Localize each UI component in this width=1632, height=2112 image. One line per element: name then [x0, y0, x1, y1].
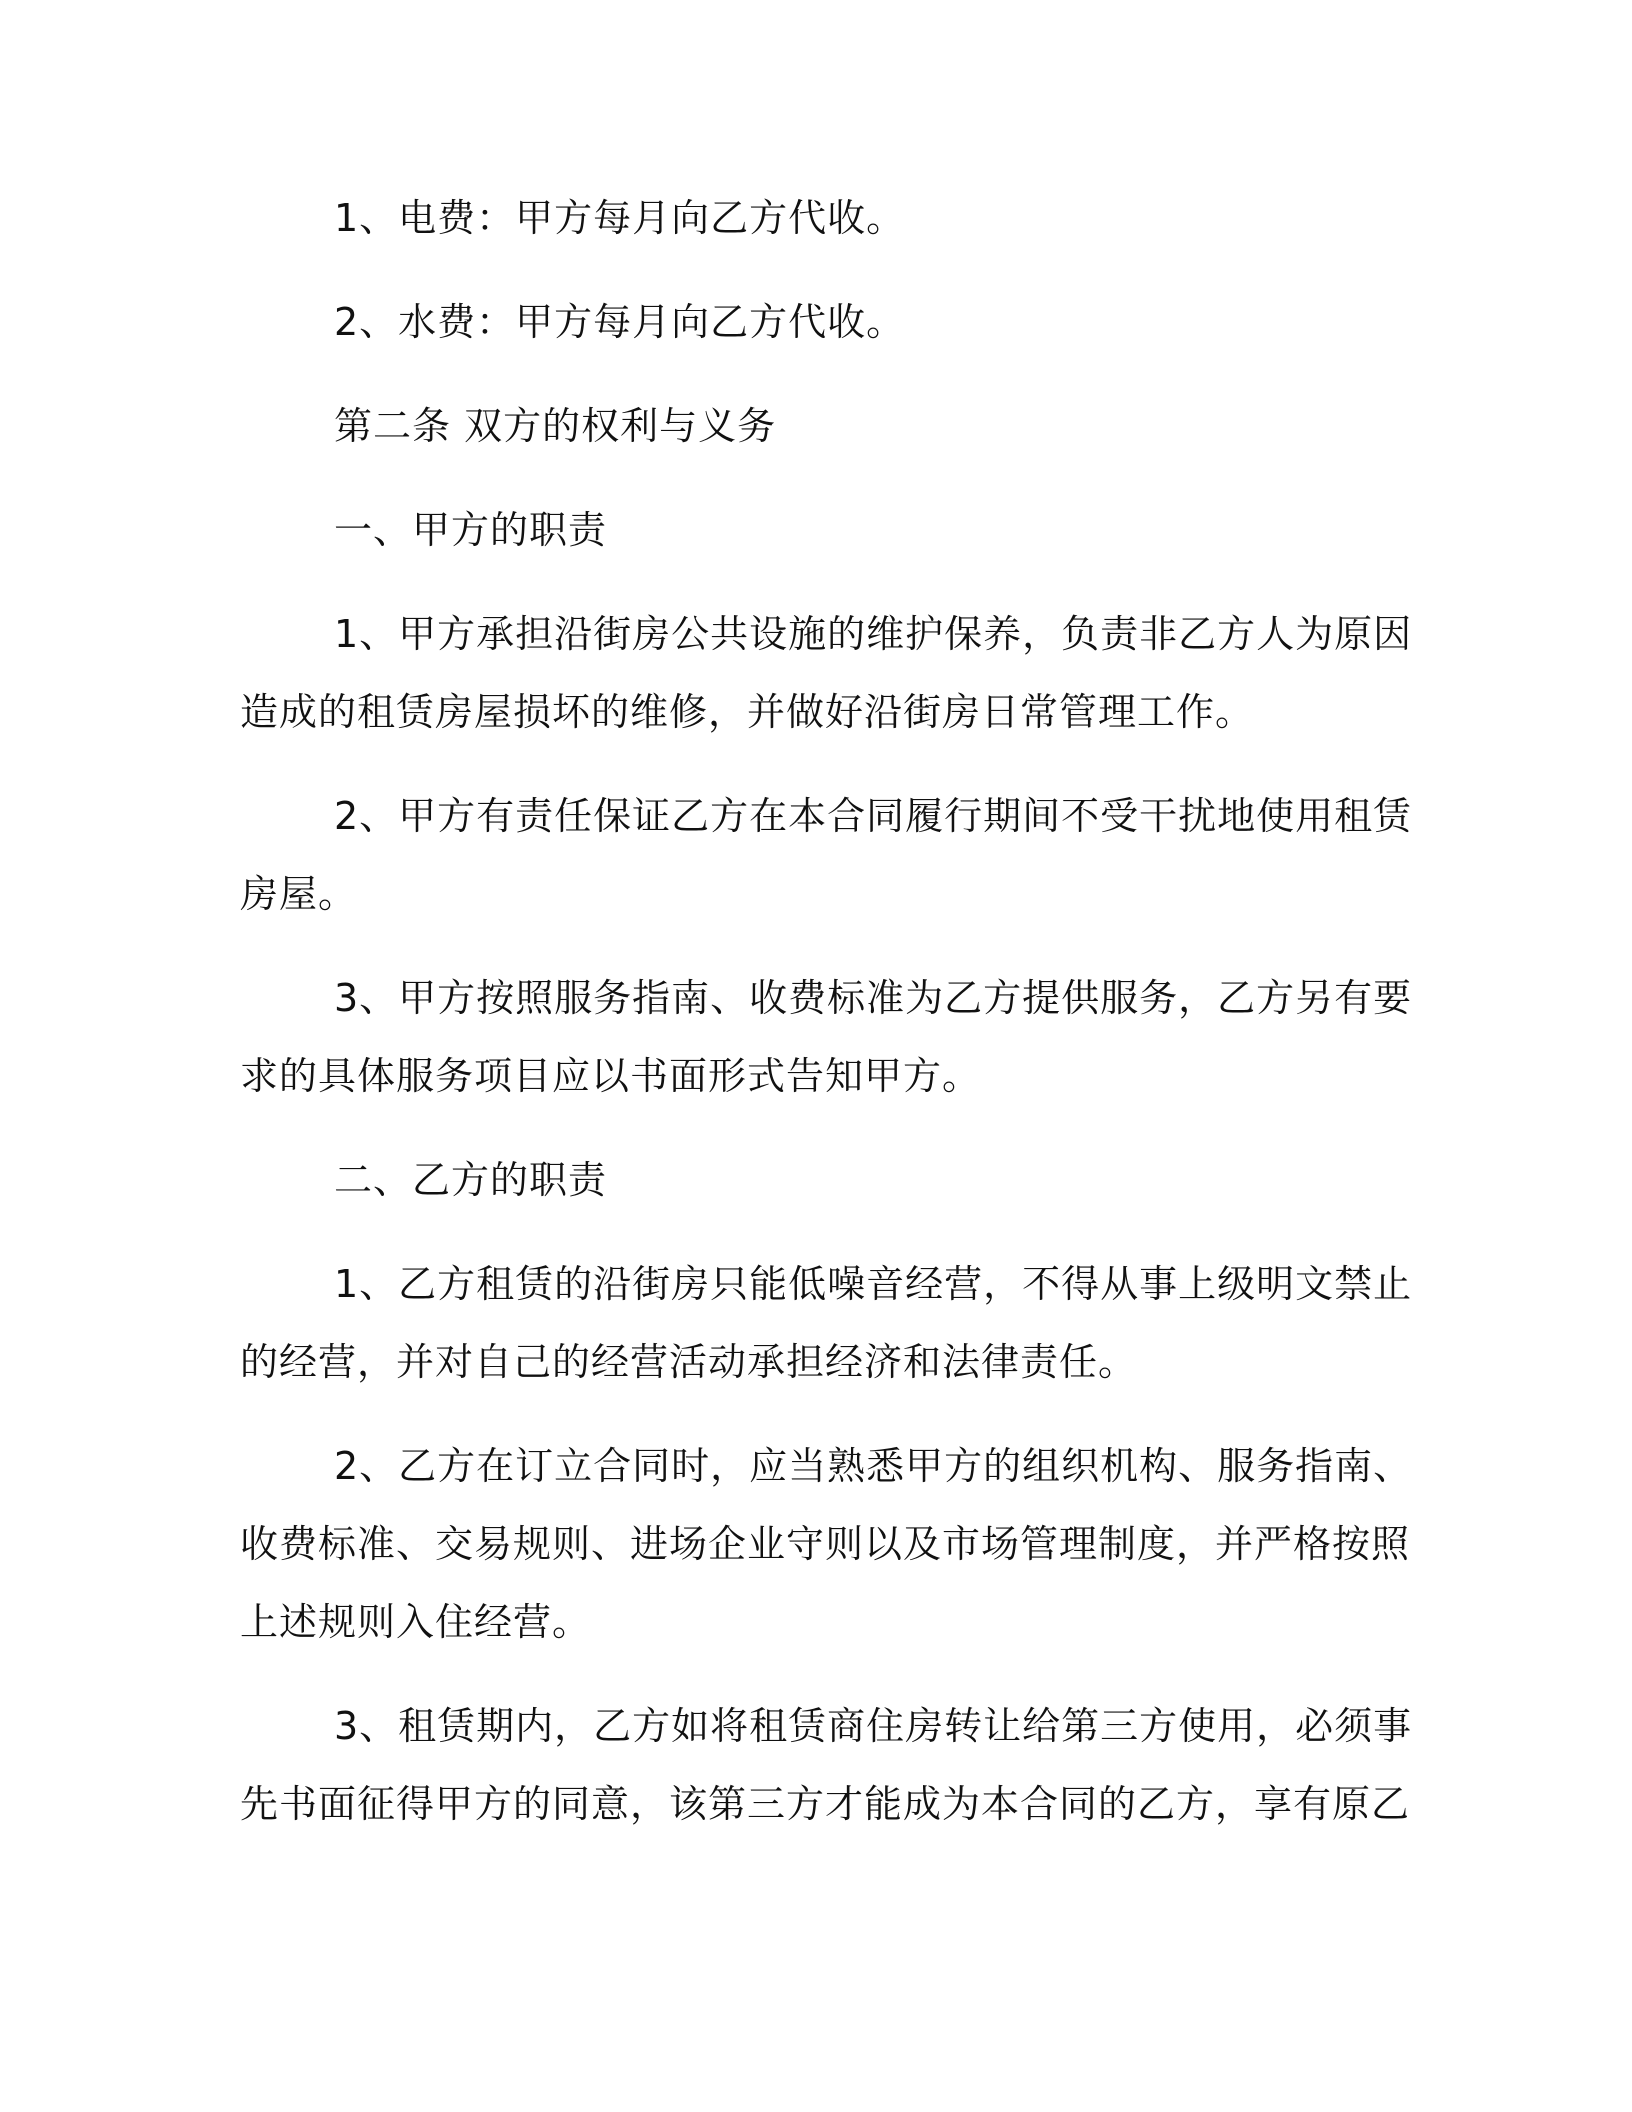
- party-b-duty-2-line-1: 2、乙方在订立合同时，应当熟悉甲方的组织机构、服务指南、: [334, 1444, 1413, 1488]
- party-b-duty-1-line-1: 1、乙方租赁的沿街房只能低噪音经营，不得从事上级明文禁止: [334, 1262, 1413, 1306]
- party-b-duty-2-line-3: 上述规则入住经营。: [240, 1600, 592, 1644]
- party-a-duty-2-line-1: 2、甲方有责任保证乙方在本合同履行期间不受干扰地使用租赁: [334, 794, 1413, 838]
- paragraph-water-fee: 2、水费：甲方每月向乙方代收。: [334, 300, 906, 344]
- party-a-duty-2-line-2: 房屋。: [240, 872, 358, 916]
- party-b-duties-heading: 二、乙方的职责: [334, 1158, 608, 1202]
- party-a-duty-3-line-2: 求的具体服务项目应以书面形式告知甲方。: [240, 1054, 982, 1098]
- party-a-duty-1-line-2: 造成的租赁房屋损坏的维修，并做好沿街房日常管理工作。: [240, 690, 1255, 734]
- party-b-duty-1-line-2: 的经营，并对自己的经营活动承担经济和法律责任。: [240, 1340, 1138, 1384]
- party-b-duty-3-line-2: 先书面征得甲方的同意，该第三方才能成为本合同的乙方，享有原乙: [240, 1782, 1411, 1826]
- paragraph-electricity-fee: 1、电费：甲方每月向乙方代收。: [334, 196, 906, 240]
- party-a-duties-heading: 一、甲方的职责: [334, 508, 608, 552]
- party-b-duty-2-line-2: 收费标准、交易规则、进场企业守则以及市场管理制度，并严格按照: [240, 1522, 1411, 1566]
- party-a-duty-1-line-1: 1、甲方承担沿街房公共设施的维护保养，负责非乙方人为原因: [334, 612, 1413, 656]
- article-two-heading: 第二条 双方的权利与义务: [334, 404, 777, 448]
- party-b-duty-3-line-1: 3、租赁期内，乙方如将租赁商住房转让给第三方使用，必须事: [334, 1704, 1413, 1748]
- party-a-duty-3-line-1: 3、甲方按照服务指南、收费标准为乙方提供服务，乙方另有要: [334, 976, 1413, 1020]
